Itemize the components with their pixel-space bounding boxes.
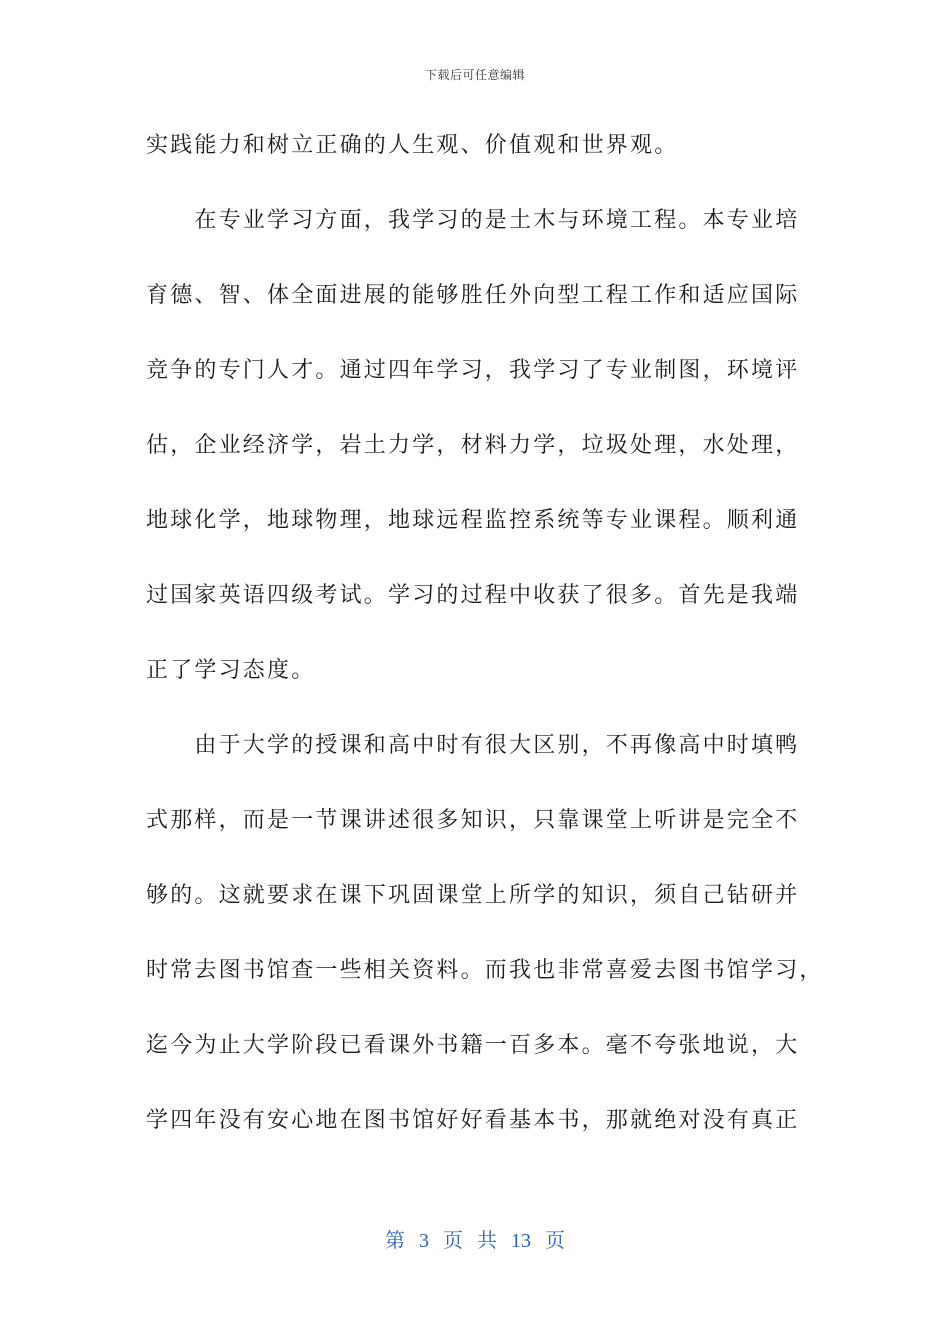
page-footer (0, 1224, 950, 1253)
body-line: 过国家英语四级考试。学习的过程中收获了很多。首先是我端 (146, 583, 800, 608)
footer-di: 第 (385, 1230, 405, 1252)
body-line: 正了学习态度。 (146, 658, 316, 683)
current-page-number: 3 (419, 1230, 429, 1252)
body-line: 在专业学习方面，我学习的是土木与环境工程。本专业培 (146, 208, 800, 233)
body-line: 时常去图书馆查一些相关资料。而我也非常喜爱去图书馆学习， (146, 958, 824, 983)
footer-ye-end: 页 (545, 1230, 565, 1252)
header-note: 下载后可任意编辑 (424, 68, 525, 82)
document-body (146, 126, 824, 1176)
body-line: 地球化学，地球物理，地球远程监控系统等专业课程。顺利通 (146, 508, 800, 533)
body-line: 由于大学的授课和高中时有很大区别，不再像高中时填鸭 (146, 733, 800, 758)
footer-gong: 共 (477, 1230, 497, 1252)
footer-ye: 页 (443, 1230, 463, 1252)
body-line: 实践能力和树立正确的人生观、价值观和世界观。 (146, 133, 679, 158)
body-line: 够的。这就要求在课下巩固课堂上所学的知识，须自己钻研并 (146, 883, 800, 908)
body-line: 育德、智、体全面进展的能够胜任外向型工程工作和适应国际 (146, 283, 800, 308)
body-line: 迄今为止大学阶段已看课外书籍一百多本。毫不夸张地说，大 (146, 1033, 800, 1058)
total-page-count: 13 (511, 1230, 531, 1252)
body-line: 竞争的专门人才。通过四年学习，我学习了专业制图，环境评 (146, 358, 800, 383)
body-line: 估，企业经济学，岩土力学，材料力学，垃圾处理，水处理， (146, 433, 800, 458)
body-line: 式那样，而是一节课讲述很多知识，只靠课堂上听讲是完全不 (146, 808, 800, 833)
body-line: 学四年没有安心地在图书馆好好看基本书，那就绝对没有真正 (146, 1108, 800, 1133)
